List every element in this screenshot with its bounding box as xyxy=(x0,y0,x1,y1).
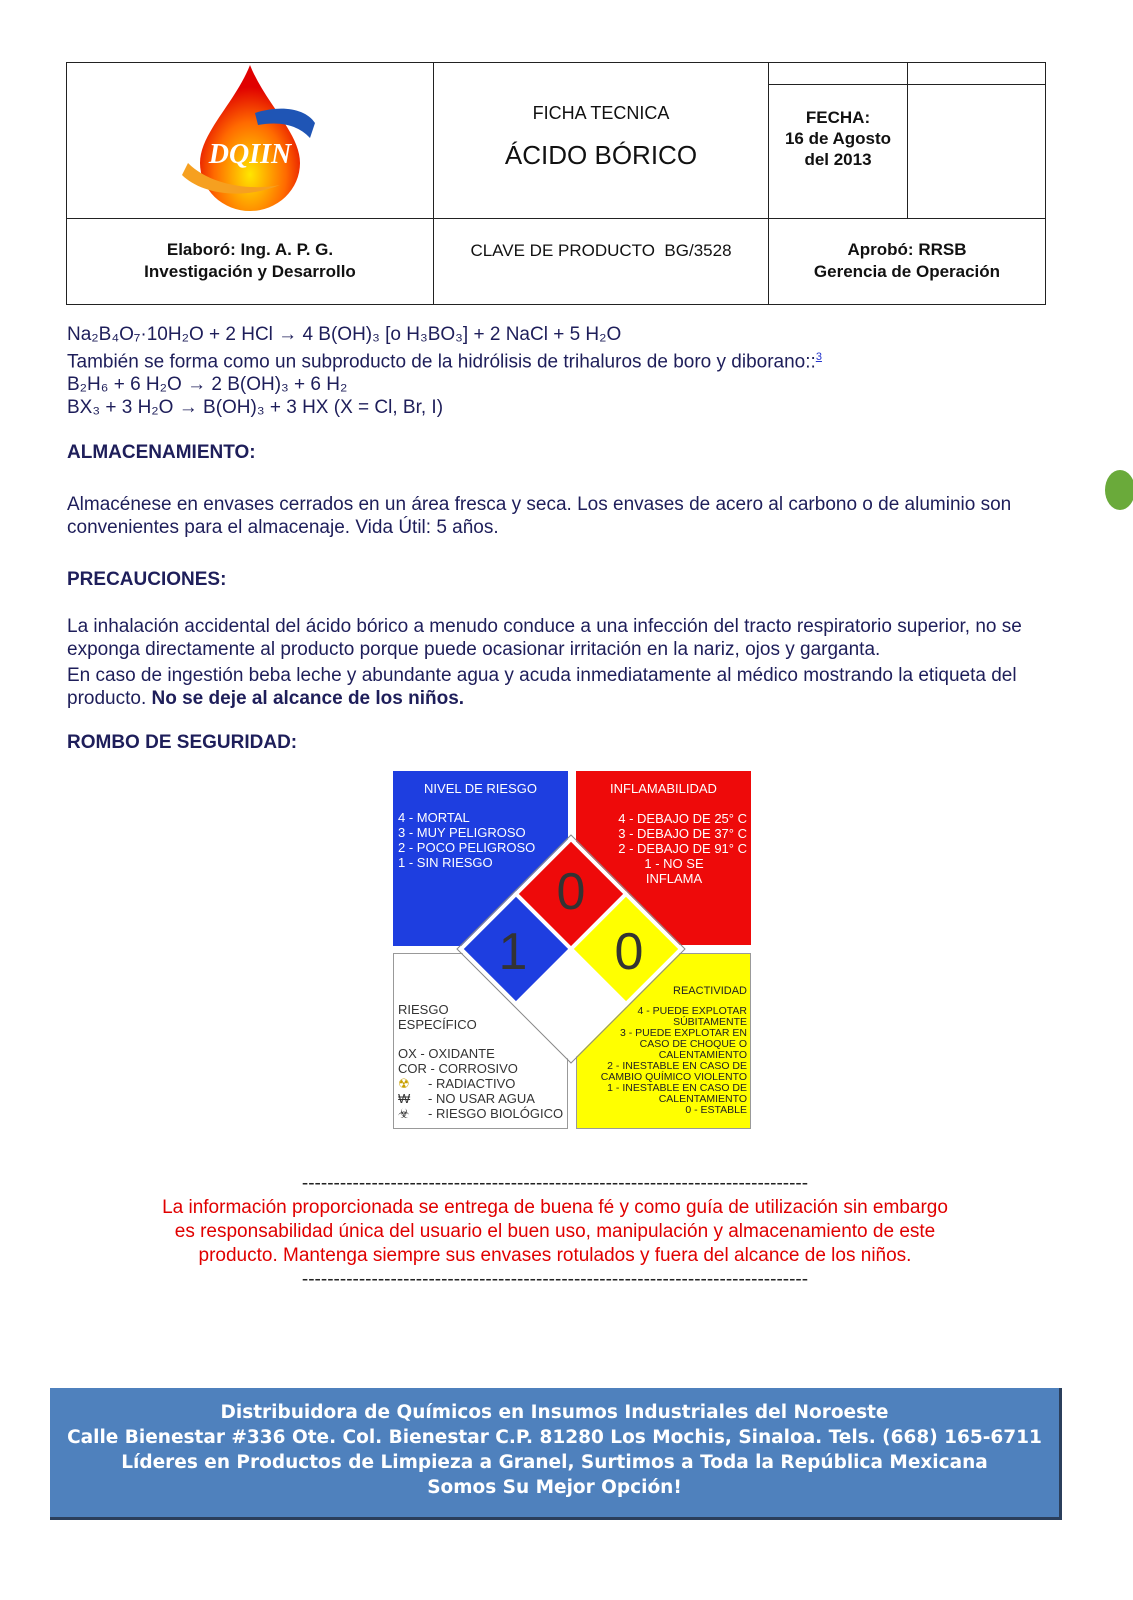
health-title: NIVEL DE RIESGO xyxy=(424,781,537,796)
radioactive-icon: ☢ xyxy=(398,1076,410,1091)
side-tab-marker xyxy=(1105,470,1133,510)
svg-text:DQIIN: DQIIN xyxy=(208,139,292,170)
flam-list: 4 - DEBAJO DE 25° C 3 - DEBAJO DE 37° C 2 - DEBAJO DE 91° C 1 - NO SE INFLAMA xyxy=(618,811,747,886)
flammability-value: 0 xyxy=(556,863,586,921)
no-water-icon: ₩ xyxy=(398,1091,411,1106)
precautions-warning: No se deje al alcance de los niños. xyxy=(151,688,465,709)
doc-type: FICHA TECNICA xyxy=(532,103,670,123)
equation-1: Na₂B₄O₇·10H₂O + 2 HCl → 4 B(OH)₃ [o H₃BO₃] + 2 NaCl + 5 H₂O xyxy=(67,324,622,345)
diamond-center xyxy=(393,771,751,1131)
special-panel: RIESGO ESPECÍFICO OX - OXIDANTE COR - CORROSIVO ☢ - RADIACTIVO ₩ - NO USAR AGUA ☣ - RIESGO BIOLÓGICO xyxy=(393,953,568,1129)
precautions-p1: La inhalación accidental del ácido bórico a menudo conduce a una infección del tracto respiratorio superior, no se exponga directamente al producto porque puede ocasionar irritación en la nariz, ojos y garganta. xyxy=(67,616,1022,660)
divider-bottom: -------------------------------------------------------------------------------- xyxy=(301,1269,809,1290)
storage-heading: ALMACENAMIENTO: xyxy=(67,442,256,463)
equations-block xyxy=(67,323,1087,419)
nfpa-diamond xyxy=(393,771,751,1131)
divider-top: -------------------------------------------------------------------------------- xyxy=(301,1173,809,1194)
biohazard-icon: ☣ xyxy=(398,1106,410,1121)
prepared-dept: Investigación y Desarrollo xyxy=(144,262,356,281)
date-cell xyxy=(769,85,908,219)
prepared-cell xyxy=(67,219,434,305)
health-list: 4 - MORTAL 3 - MUY PELIGROSO 2 - POCO PELIGROSO 1 - SIN RIESGO xyxy=(398,810,536,870)
product-code: CLAVE DE PRODUCTO BG/3528 xyxy=(470,241,732,260)
health-value: 1 xyxy=(498,923,528,981)
footnote-link[interactable]: 3 xyxy=(815,351,822,363)
flam-title: INFLAMABILIDAD xyxy=(610,781,717,796)
disclaimer: -------------------------------------------------------------------------------- La información proporcionada se entrega de buena fé y como guía de utilización sin embargo es responsabilidad única del usuario el buen uso, manipulación y almacenamiento de este producto. Mantenga siempre sus envases rotulados y fuera del alcance de los niños. -------------------------------------------------------------------------------- xyxy=(0,1172,1110,1292)
date-line1: 16 de Agosto xyxy=(784,129,892,149)
title-cell xyxy=(434,63,769,219)
equation-3: BX₃ + 3 H₂O → B(OH)₃ + 3 HX (X = Cl, Br, I) xyxy=(67,397,444,419)
storage-text: Almacénese en envases cerrados en un área fresca y seca. Los envases de acero al carbono o de aluminio son convenientes para el almacenaje. Vida Útil: 5 años. xyxy=(67,494,1012,538)
approved-cell xyxy=(769,219,1046,305)
rombo-heading: ROMBO DE SEGURIDAD: xyxy=(67,732,298,753)
precautions-text xyxy=(67,615,1087,710)
equation-2: B₂H₆ + 6 H₂O → 2 B(OH)₃ + 6 H₂ xyxy=(67,374,348,396)
header-table xyxy=(66,62,1046,305)
product-code-cell xyxy=(434,219,769,305)
logo-cell xyxy=(67,63,434,219)
dqiin-logo xyxy=(170,63,330,213)
date-label: FECHA: xyxy=(805,108,871,128)
date-line2: del 2013 xyxy=(804,150,872,170)
prepared-by: Elaboró: Ing. A. P. G. xyxy=(166,240,334,259)
react-list: 4 - PUEDE EXPLOTAR SÚBITAMENTE 3 - PUEDE EXPLOTAR EN CASO DE CHOQUE O CALENTAMIENTO 2 - INESTABLE EN CASO DE CAMBIO QUÍMICO VIOLENTO 1 - INESTABLE EN CASO DE CALENTAMIENTO 0 - ESTABLE xyxy=(600,1005,747,1116)
precautions-p2: En caso de ingestión beba leche y abundante agua y acuda inmediatamente al médico mostrando la etiqueta del producto. No se deje al alcance de los niños. xyxy=(67,665,1017,709)
product-name: ÁCIDO BÓRICO xyxy=(504,140,698,170)
reactivity-value: 0 xyxy=(614,923,644,981)
approved-by: Aprobó: RRSB xyxy=(847,240,967,259)
approved-dept: Gerencia de Operación xyxy=(813,262,1001,281)
company-footer: Distribuidora de Químicos en Insumos Industriales del Noroeste Calle Bienestar #336 Ote. Col. Bienestar C.P. 81280 Los Mochis, Sinaloa. Tels. (668) 165-6711 Líderes en Productos de Limpieza a Granel, Surtimos a Toda la República Mexicana Somos Su Mejor Opción! xyxy=(50,1388,1062,1520)
hydrolysis-intro: También se forma como un subproducto de la hidrólisis de trihaluros de boro y diborano::$^3$ xyxy=(67,351,822,373)
precautions-heading: PRECAUCIONES: xyxy=(67,569,227,590)
react-title: REACTIVIDAD xyxy=(673,985,747,997)
